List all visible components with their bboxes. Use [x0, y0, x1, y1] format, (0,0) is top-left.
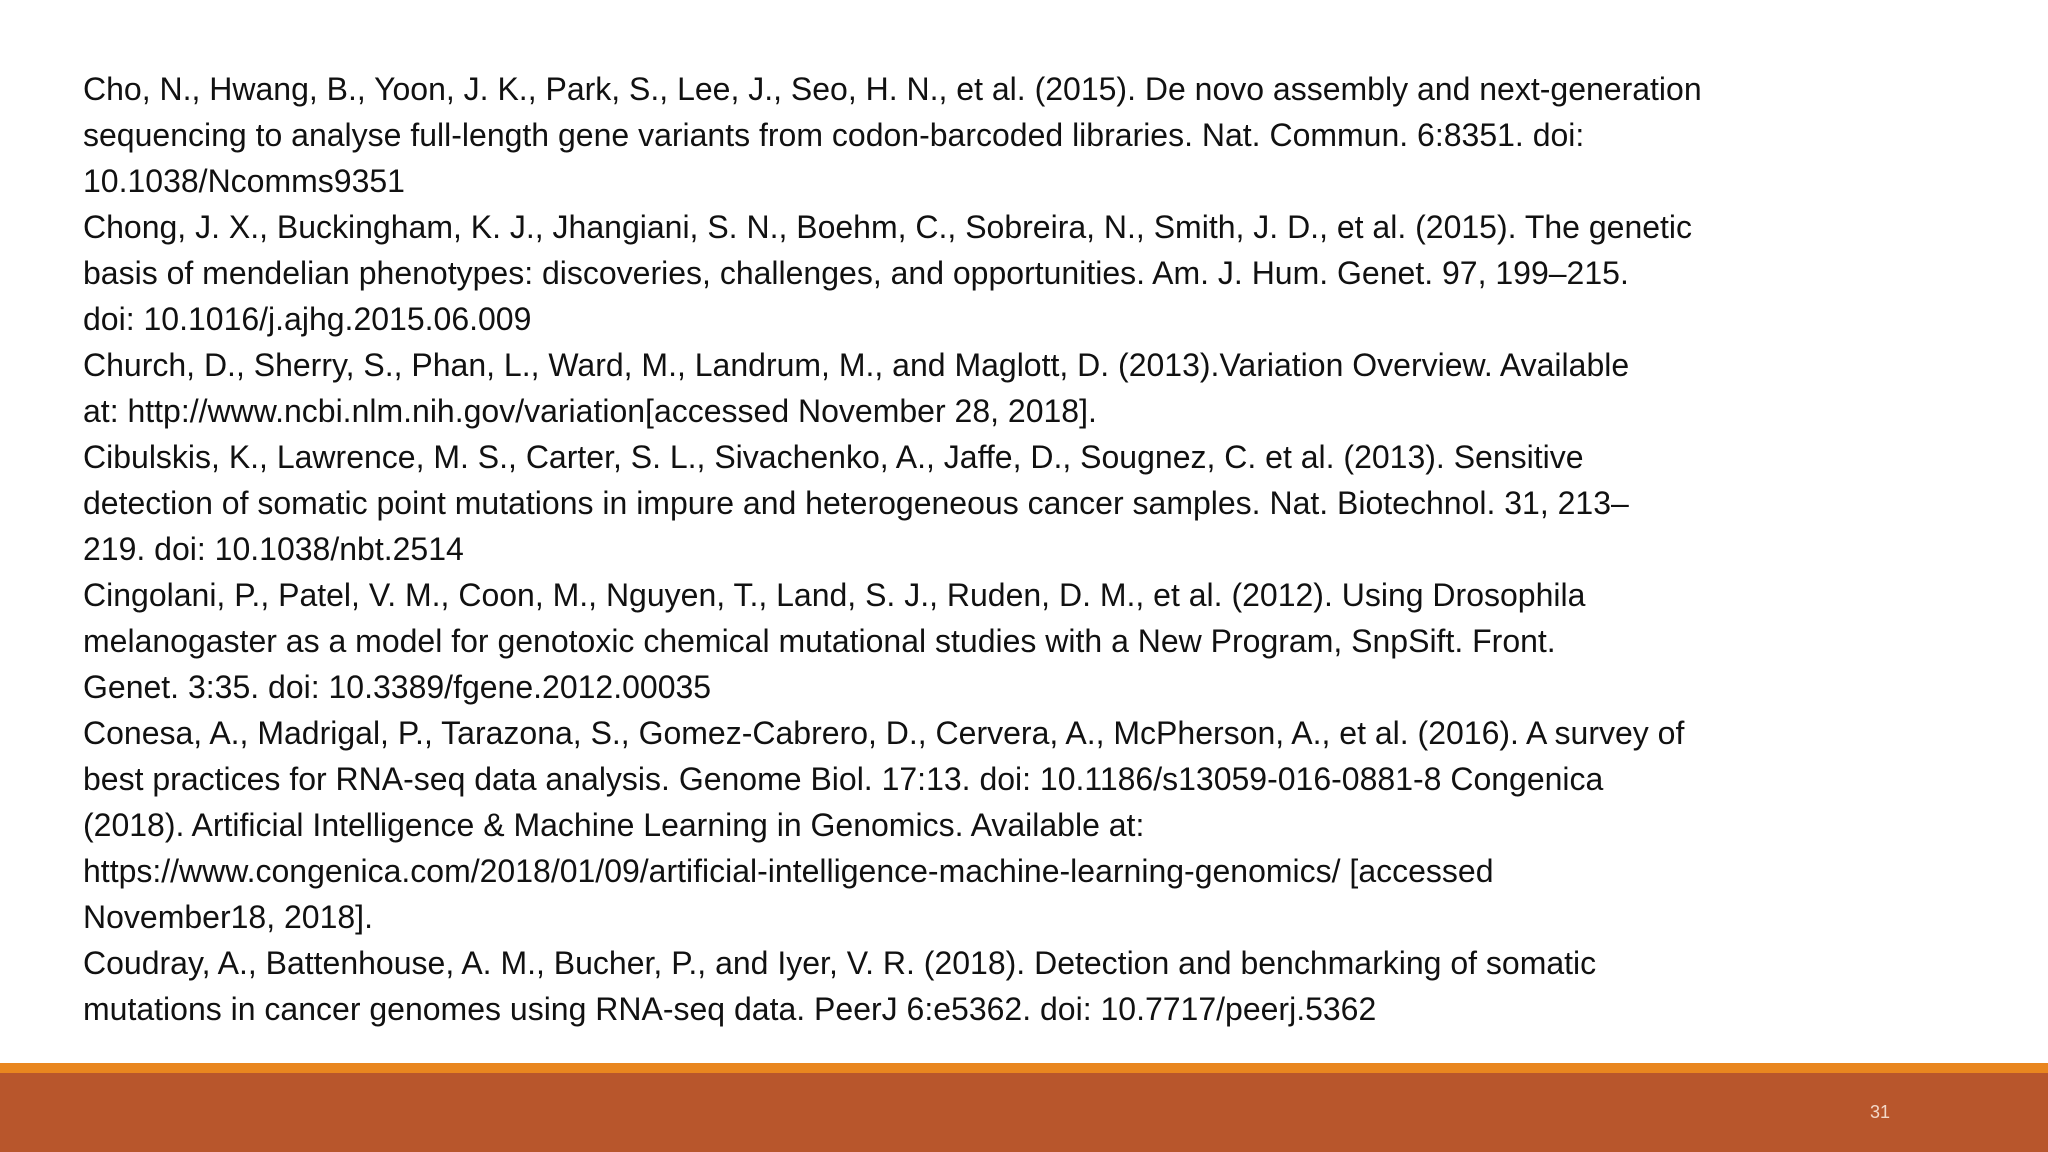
reference-line: 10.1038/Ncomms9351 [83, 163, 405, 199]
reference-line: Genet. 3:35. doi: 10.3389/fgene.2012.00035 [83, 669, 712, 705]
reference-line: 219. doi: 10.1038/nbt.2514 [83, 531, 464, 567]
reference-item [83, 66, 1823, 204]
reference-line: Cho, N., Hwang, B., Yoon, J. K., Park, S., Lee, J., Seo, H. N., et al. (2015). De novo assembly and next-generation [83, 71, 1702, 107]
reference-item [83, 204, 1823, 342]
reference-item [83, 434, 1823, 572]
footer-band [0, 1073, 2048, 1152]
reference-line: https://www.congenica.com/2018/01/09/artificial-intelligence-machine-learning-genomics/ [accessed [83, 853, 1494, 889]
reference-item [83, 940, 1823, 1032]
reference-line: Chong, J. X., Buckingham, K. J., Jhangiani, S. N., Boehm, C., Sobreira, N., Smith, J. D., et al. (2015). The genetic [83, 209, 1693, 245]
footer-accent-stripe [0, 1063, 2048, 1073]
reference-line: Conesa, A., Madrigal, P., Tarazona, S., Gomez-Cabrero, D., Cervera, A., McPherson, A., et al. (2016). A survey of [83, 715, 1685, 751]
reference-line: melanogaster as a model for genotoxic chemical mutational studies with a New Program, SnpSift. Front. [83, 623, 1556, 659]
reference-line: mutations in cancer genomes using RNA-seq data. PeerJ 6:e5362. doi: 10.7717/peerj.5362 [83, 991, 1377, 1027]
reference-line: Church, D., Sherry, S., Phan, L., Ward, M., Landrum, M., and Maglott, D. (2013).Variation Overview. Available [83, 347, 1630, 383]
reference-item [83, 710, 1823, 940]
reference-line: (2018). Artificial Intelligence & Machine Learning in Genomics. Available at: [83, 807, 1145, 843]
reference-line: basis of mendelian phenotypes: discoveries, challenges, and opportunities. Am. J. Hum. Genet. 97, 199–215. [83, 255, 1629, 291]
reference-list [83, 66, 1823, 1032]
reference-line: Cingolani, P., Patel, V. M., Coon, M., Nguyen, T., Land, S. J., Ruden, D. M., et al. (2012). Using Drosophila [83, 577, 1586, 613]
reference-line: at: http://www.ncbi.nlm.nih.gov/variation[accessed November 28, 2018]. [83, 393, 1097, 429]
reference-line: sequencing to analyse full-length gene variants from codon-barcoded libraries. Nat. Commun. 6:8351. doi: [83, 117, 1585, 153]
reference-line: Cibulskis, K., Lawrence, M. S., Carter, S. L., Sivachenko, A., Jaffe, D., Sougnez, C. et al. (2013). Sensitive [83, 439, 1584, 475]
reference-line: November18, 2018]. [83, 899, 373, 935]
reference-item [83, 342, 1823, 434]
page-number: 31 [1869, 1102, 1890, 1122]
reference-line: doi: 10.1016/j.ajhg.2015.06.009 [83, 301, 532, 337]
reference-line: Coudray, A., Battenhouse, A. M., Bucher, P., and Iyer, V. R. (2018). Detection and benchmarking of somatic [83, 945, 1597, 981]
reference-line: best practices for RNA-seq data analysis. Genome Biol. 17:13. doi: 10.1186/s13059-016-0881-8 Congenica [83, 761, 1604, 797]
reference-line: detection of somatic point mutations in impure and heterogeneous cancer samples. Nat. Biotechnol. 31, 213– [83, 485, 1629, 521]
reference-item [83, 572, 1823, 710]
